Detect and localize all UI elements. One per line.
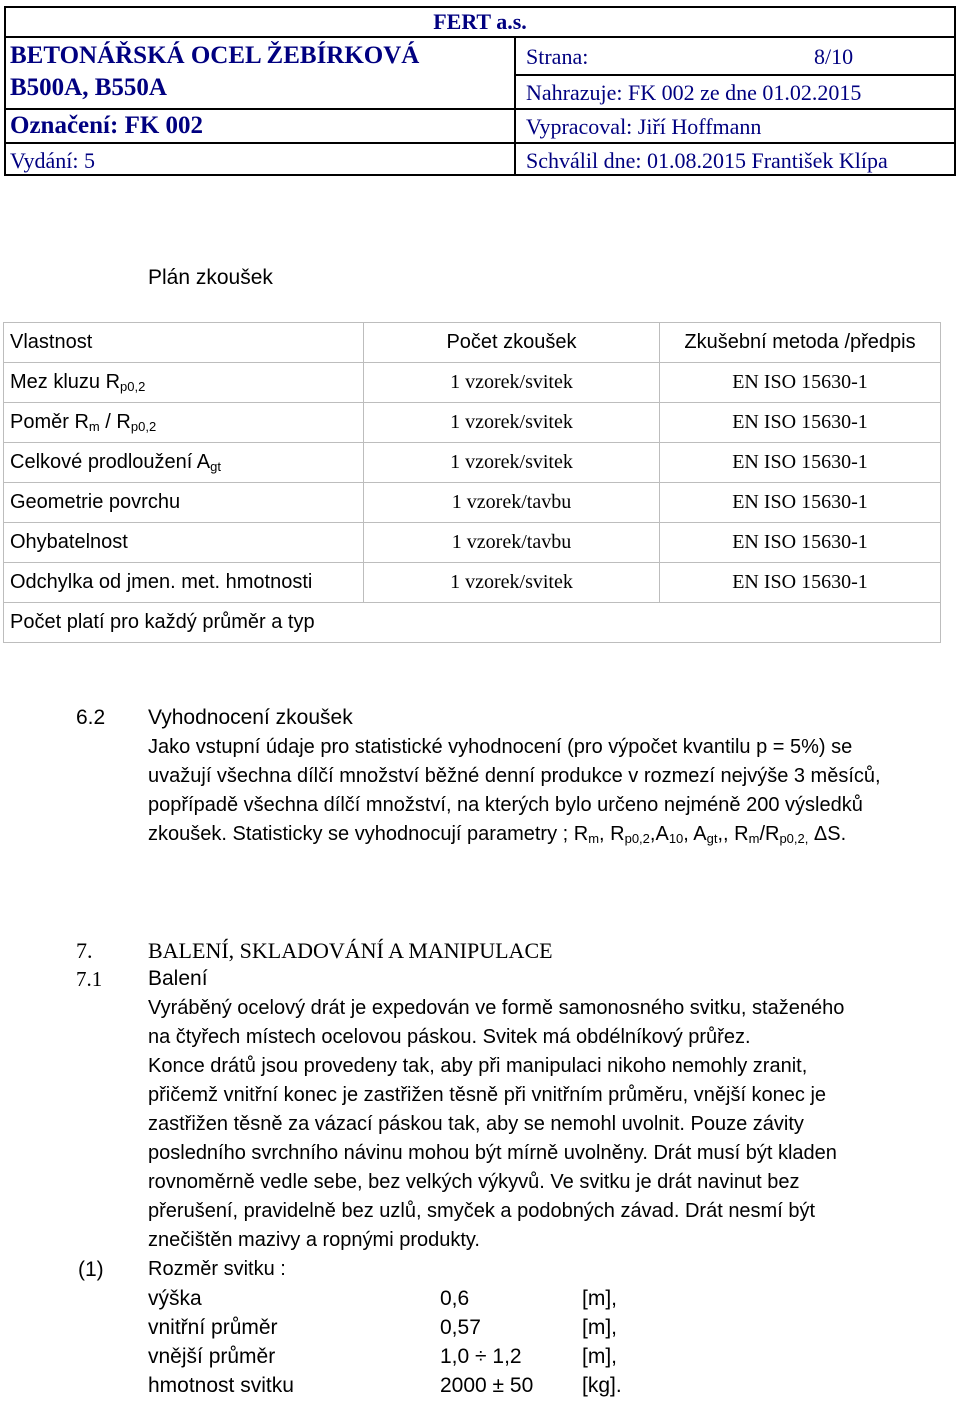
- test-plan-title: Plán zkoušek: [148, 266, 273, 289]
- row-property: Odchylka od jmen. met. hmotnosti: [4, 563, 364, 603]
- row-property: Celkové prodloužení $A_{gt}$: [4, 443, 364, 483]
- header-test-count: Počet zkoušek: [364, 323, 660, 363]
- row-count: 1 vzorek/svitek: [364, 443, 660, 483]
- table-row: [4, 363, 941, 403]
- row-method: EN ISO 15630-1: [660, 363, 941, 403]
- row-property: Poměr $R_m / R_{p0,2}$: [4, 403, 364, 443]
- dimension-value: 0,6: [440, 1287, 470, 1310]
- page-number-cell: [514, 40, 954, 74]
- paragraph-line: na čtyřech místech ocelovou páskou. Svitek má obdélníkový průřez.: [148, 1026, 751, 1048]
- paragraph-line: Vyráběný ocelový drát je expedován ve formě samonosného svitku, staženého: [148, 997, 845, 1019]
- paragraph-line: uvažují všechna dílčí množství běžné denní produkce v rozmezí nejvýše 3 měsíců,: [148, 765, 881, 787]
- list-item-title: Rozměr svitku :: [148, 1258, 286, 1280]
- subsection-title: Balení: [148, 967, 208, 990]
- row-method: EN ISO 15630-1: [660, 483, 941, 523]
- row-count: 1 vzorek/svitek: [364, 403, 660, 443]
- table-row: [4, 523, 941, 563]
- row-count: 1 vzorek/svitek: [364, 363, 660, 403]
- dimension-value: 1,0 ÷ 1,2: [440, 1345, 522, 1368]
- document-designation: Označení: FK 002: [6, 108, 514, 142]
- paragraph-line: zastřižen těsně za vázací páskou tak, aby se nemohl uvolnit. Pouze závity: [148, 1113, 804, 1135]
- dimension-name: výška: [148, 1287, 202, 1310]
- section-title: BALENÍ, SKLADOVÁNÍ A MANIPULACE: [148, 938, 553, 963]
- row-property: Ohybatelnost: [4, 523, 364, 563]
- row-property: Geometrie povrchu: [4, 483, 364, 523]
- dimension-unit: [kg].: [582, 1374, 622, 1397]
- test-plan-table: [3, 322, 941, 643]
- row-count: 1 vzorek/tavbu: [364, 483, 660, 523]
- dimension-value: 0,57: [440, 1316, 481, 1339]
- approval-info: Schválil dne: 01.08.2015 František Klípa: [514, 142, 954, 176]
- product-title-line2: B500A, B550A: [10, 74, 167, 101]
- header-right-block: [514, 36, 954, 176]
- paragraph-line: přerušení, pravidelně bez uzlů, smyček a podobných závad. Drát nesmí být: [148, 1200, 816, 1222]
- table-note-row: [4, 603, 941, 643]
- page-label: Strana:: [526, 44, 589, 69]
- paragraph-line: Konce drátů jsou provedeny tak, aby při manipulaci nikoho nemohly zranit,: [148, 1055, 808, 1077]
- dimension-unit: [m],: [582, 1287, 617, 1310]
- row-method: EN ISO 15630-1: [660, 523, 941, 563]
- replaces-document: Nahrazuje: FK 002 ze dne 01.02.2015: [514, 74, 954, 108]
- paragraph-line-parameters: zkoušek. Statisticky se vyhodnocují parametry ; $R_m$, $R_{p0,2},A_{10}$, $A_{gt}$,, $R_m/R_{p0,2,}$ ΔS.: [148, 823, 847, 846]
- company-name: FERT a.s.: [433, 9, 527, 34]
- section-number: 6.2: [76, 706, 106, 729]
- prepared-by: Vypracoval: Jiří Hoffmann: [514, 108, 954, 142]
- header-test-method: Zkušební metoda /předpis: [660, 323, 941, 363]
- page-value: 8/10: [814, 44, 854, 69]
- paragraph-line: posledního svrchního návinu mohou být mírně uvolněny. Drát musí být kladen: [148, 1142, 837, 1164]
- dimension-name: vnitřní průměr: [148, 1316, 278, 1339]
- table-row: [4, 483, 941, 523]
- header-property: Vlastnost: [4, 323, 364, 363]
- section-number: 7.: [76, 938, 93, 963]
- dimension-unit: [m],: [582, 1345, 617, 1368]
- table-note: Počet platí pro každý průměr a typ: [4, 603, 941, 643]
- product-title-line1: BETONÁŘSKÁ OCEL ŽEBÍRKOVÁ: [10, 42, 420, 69]
- subsection-number: 7.1: [76, 967, 103, 991]
- dimension-name: vnější průměr: [148, 1345, 276, 1368]
- table-row: [4, 443, 941, 483]
- row-count: 1 vzorek/tavbu: [364, 523, 660, 563]
- table-row: [4, 563, 941, 603]
- section-title: Vyhodnocení zkoušek: [148, 706, 353, 729]
- row-method: EN ISO 15630-1: [660, 563, 941, 603]
- row-method: EN ISO 15630-1: [660, 403, 941, 443]
- paragraph-line: Jako vstupní údaje pro statistické vyhodnocení (pro výpočet kvantilu p = 5%) se: [148, 736, 853, 758]
- document-header: [4, 6, 956, 176]
- paragraph-line: přičemž vnitřní konec je zastřižen těsně při vnitřním průměru, vnější konec je: [148, 1084, 827, 1106]
- row-count: 1 vzorek/svitek: [364, 563, 660, 603]
- table-header-row: [4, 323, 941, 363]
- paragraph-line: rovnoměrně vedle sebe, bez velkých výkyvů. Ve svitku je drát navinut bez: [148, 1171, 800, 1193]
- list-item-number: (1): [78, 1258, 104, 1281]
- paragraph-line: znečištěn mazivy a ropnými produkty.: [148, 1229, 480, 1251]
- table-row: [4, 403, 941, 443]
- row-method: EN ISO 15630-1: [660, 443, 941, 483]
- header-left-block: [6, 36, 516, 176]
- dimension-name: hmotnost svitku: [148, 1374, 294, 1397]
- paragraph-line: popřípadě všechna dílčí množství, na kterých bylo určeno nejméně 200 výsledků: [148, 794, 863, 816]
- dimension-unit: [m],: [582, 1316, 617, 1339]
- document-issue: Vydání: 5: [6, 142, 514, 176]
- dimension-value: 2000 ± 50: [440, 1374, 534, 1397]
- row-property: Mez kluzu $R_{p0,2}$: [4, 363, 364, 403]
